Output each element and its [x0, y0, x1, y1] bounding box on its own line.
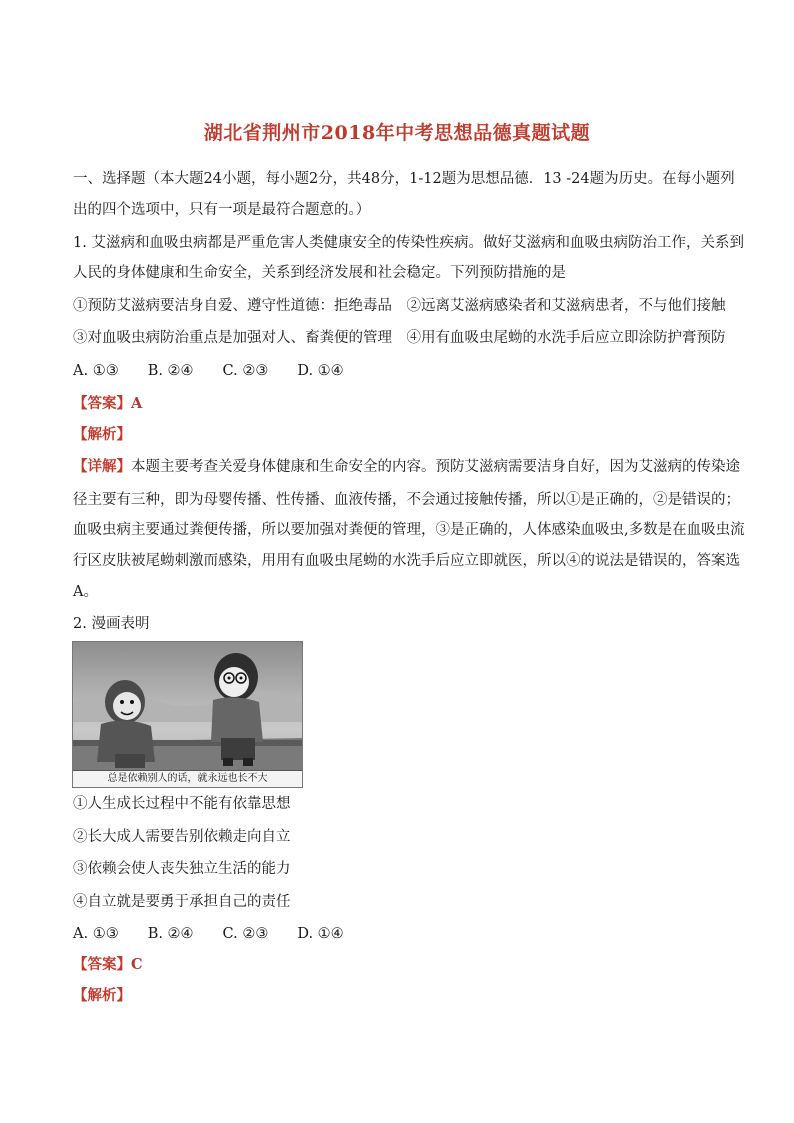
q1-item-line-1: ①预防艾滋病要洁身自爱、遵守性道德：拒绝毒品 ②远离艾滋病感染者和艾滋病患者，不与他们接触: [73, 298, 726, 314]
q1-answer: [73, 394, 142, 414]
q2-options: A. ①③ B. ②④ C. ②③ D. ①④: [73, 926, 344, 942]
answer-tag: 【答案】: [73, 395, 131, 412]
page-title: 湖北省荆州市2018年中考思想品德真题试题: [203, 122, 591, 144]
q1-stem-line-2: 人民的身体健康和生命安全，关系到经济发展和社会稳定。下列预防措施的是: [73, 265, 566, 281]
cartoon-caption: 总是依赖别人的话，就永远也长不大: [73, 770, 302, 787]
q2-answer: [73, 955, 143, 975]
q1-analysis-tag: [73, 425, 131, 445]
q2-item-2: ②长大成人需要告别依赖走向自立: [73, 829, 291, 845]
answer-value: A: [131, 395, 143, 412]
q1-detail-line-4: 行区皮肤被尾蚴刺激而感染，用用有血吸虫尾蚴的水洗手后应立即就医，所以④的说法是错误的，答案选: [73, 553, 740, 569]
q1-detail-line-3: 血吸虫病主要通过粪便传播，所以要加强对粪便的管理，③是正确的，人体感染血吸虫,多数是在血吸虫流: [73, 522, 745, 538]
q1-options: A. ①③ B. ②④ C. ②③ D. ①④: [73, 363, 344, 379]
q2-item-1: ①人生成长过程中不能有依靠思想: [73, 796, 291, 812]
answer-tag: 【答案】: [73, 956, 131, 973]
q2-stem: 2. 漫画表明: [73, 616, 150, 632]
q2-item-3: ③依赖会使人丧失独立生活的能力: [73, 861, 291, 877]
q2-item-4: ④自立就是要勇于承担自己的责任: [73, 894, 291, 910]
q1-detail-line-5: A。: [73, 584, 98, 600]
cartoon-illustration: [73, 642, 302, 787]
q1-detail-line-2: 径主要有三种，即为母婴传播、性传播、血液传播，不会通过接触传播，所以①是正确的，②是错误的；: [73, 492, 740, 508]
section-header-line-1: 一、选择题（本大题24小题，每小题2分，共48分，1-12题为思想品德．13 -24题为历史。在每小题列: [73, 171, 735, 187]
analysis-tag: 【解析】: [73, 426, 131, 443]
detail-text: 本题主要考查关爱身体健康和生命安全的内容。预防艾滋病需要洁身自好，因为艾滋病的传染途: [131, 459, 740, 475]
answer-value: C: [131, 956, 143, 973]
q1-stem-line-1: 1. 艾滋病和血吸虫病都是严重危害人类健康安全的传染性疾病。做好艾滋病和血吸虫病防治工作，关系到: [73, 235, 744, 251]
detail-tag: 【详解】: [73, 458, 131, 475]
q2-analysis-tag: [73, 986, 131, 1006]
q1-detail-line-1: [73, 457, 740, 477]
section-header-line-2: 出的四个选项中，只有一项是最符合题意的。）: [73, 202, 371, 218]
q1-item-line-2: ③对血吸虫病防治重点是加强对人、畜粪便的管理 ④用有血吸虫尾蚴的水洗手后应立即涂防护膏预防: [73, 330, 726, 346]
cartoon-image: [72, 641, 303, 788]
analysis-tag: 【解析】: [73, 987, 131, 1004]
